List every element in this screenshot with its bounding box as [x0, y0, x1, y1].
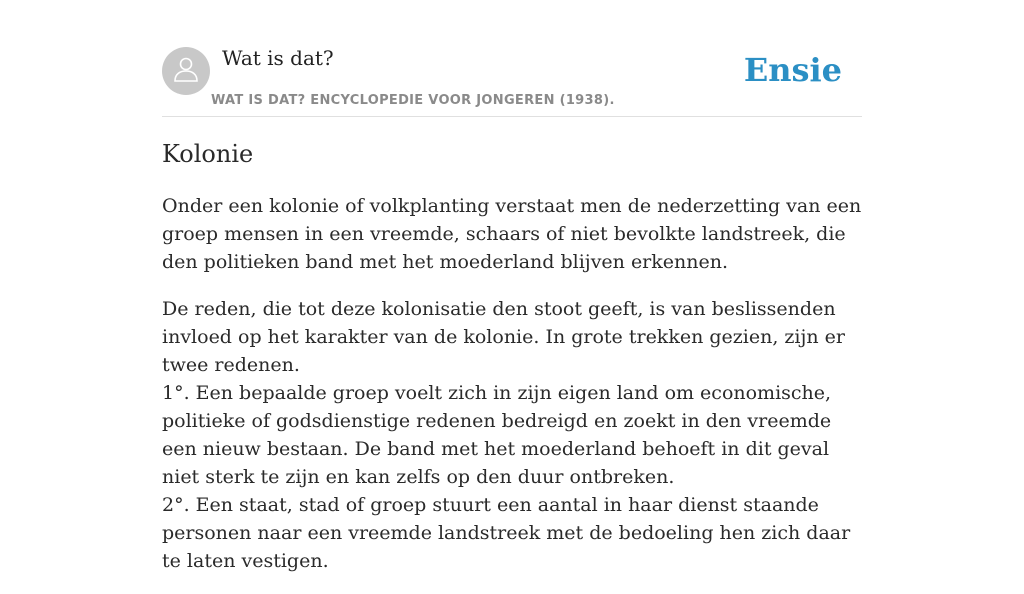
article-paragraph: 2°. Een staat, stad of groep stuurt een aantal in haar dienst staande personen naar een vreemde landstreek met de bedoeling hen zich daar te laten vestigen. — [162, 494, 851, 572]
article-paragraph: Onder een kolonie of volkplanting verstaat men de nederzetting van een groep mensen in een vreemde, schaars of niet bevolkte landstreek, die den politieken band met het moederland blijven erkennen. — [162, 195, 862, 273]
source-subtitle[interactable]: WAT IS DAT? ENCYCLOPEDIE VOOR JONGEREN (1938). — [211, 93, 615, 108]
article-paragraph-group — [162, 295, 862, 575]
article-paragraph: 1°. Een bepaalde groep voelt zich in zijn eigen land om economische, politieke of godsdienstige redenen bedreigd en zoekt in den vreemde een nieuw bestaan. De band met het moederland behoeft in dit geval niet sterk te zijn en kan zelfs op den duur ontbreken. — [162, 382, 832, 488]
source-header — [162, 44, 862, 117]
article-title: Kolonie — [162, 140, 254, 168]
source-title[interactable]: Wat is dat? — [222, 46, 334, 70]
article — [162, 138, 862, 594]
user-icon — [171, 54, 201, 89]
article-paragraph: De reden, die tot deze kolonisatie den stoot geeft, is van beslissenden invloed op het karakter van de kolonie. In grote trekken gezien, zijn er twee redenen. — [162, 298, 845, 376]
brand-logo[interactable]: Ensie — [743, 51, 842, 89]
source-avatar[interactable] — [162, 47, 210, 95]
